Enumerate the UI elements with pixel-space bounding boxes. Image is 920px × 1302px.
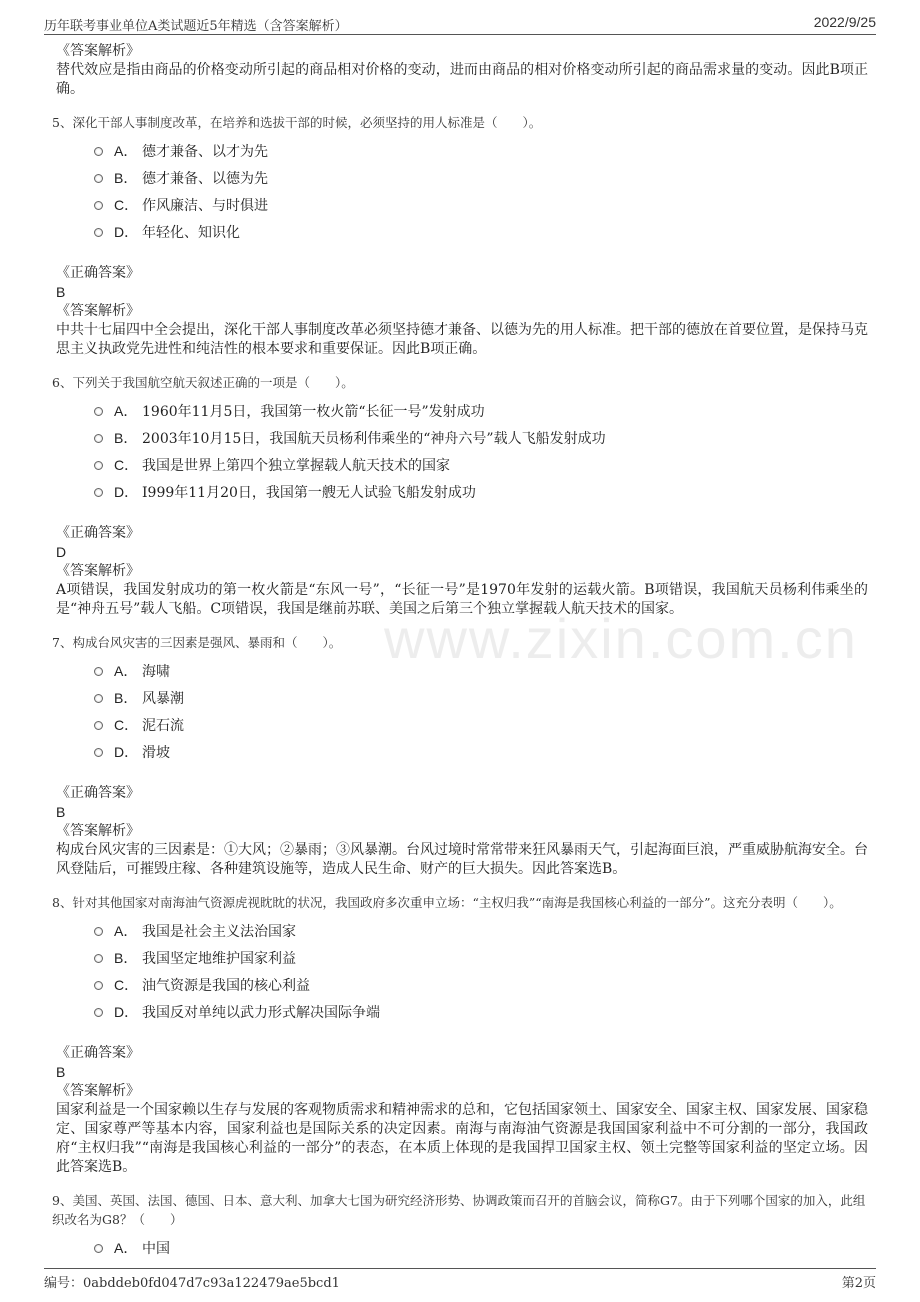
question-5: [52, 113, 868, 359]
analysis-text: 中共十七届四中全会提出，深化干部人事制度改革必须坚持德才兼备、以德为先的用人标准。把干部的德放在首要位置，是保持马克思主义执政党先进性和纯洁性的根本要求和重要保证。因此B项正确。: [56, 322, 868, 357]
analysis-label: 《答案解析》: [56, 43, 140, 59]
option-text: 油气资源是我国的核心利益: [142, 978, 310, 994]
option-text: 我国反对单纯以武力形式解决国际争端: [142, 1005, 380, 1021]
radio-button-icon[interactable]: [94, 147, 103, 156]
correct-answer: D: [56, 544, 67, 560]
radio-button-icon[interactable]: [94, 721, 103, 730]
radio-button-icon[interactable]: [94, 461, 103, 470]
question-text: 6、下列关于我国航空航天叙述正确的一项是（ ）。: [52, 375, 354, 390]
question-text: 9、美国、英国、法国、德国、日本、意大利、加拿大七国为研究经济形势、协调政策而召开的首脑会议，简称G7。由于下列哪个国家的加入，此组织改名为G8？（ ）: [52, 1193, 866, 1227]
correct-answer: B: [56, 804, 66, 820]
correct-answer-label: 《正确答案》: [56, 785, 140, 801]
option-c[interactable]: [56, 452, 868, 479]
analysis-text: 替代效应是指由商品的价格变动所引起的商品相对价格的变动，进而由商品的相对价格变动所引起的商品需求量的变动。因此B项正确。: [56, 62, 868, 97]
option-text: 2003年10月15日，我国航天员杨利伟乘坐的“神舟六号”载人飞船发射成功: [142, 431, 606, 447]
radio-button-icon[interactable]: [94, 488, 103, 497]
radio-button-icon[interactable]: [94, 927, 103, 936]
option-list: [56, 1235, 868, 1262]
option-letter: A．: [114, 403, 138, 419]
analysis-text: 国家利益是一个国家赖以生存与发展的客观物质需求和精神需求的总和，它包括国家领土、国家安全、国家主权、国家发展、国家稳定、国家尊严等基本内容，国家利益也是国际关系的决定因素。南海与南海油气资源是我国国家利益中不可分割的一部分，我国政府“主权归我”“南海是我国核心利益的一部分”的表态，在本质上体现的是我国捍卫国家主权、领土完整等国家利益的坚定立场。因此答案选B。: [56, 1102, 868, 1175]
question-text: 7、构成台风灾害的三因素是强风、暴雨和（ ）。: [52, 635, 342, 650]
option-a[interactable]: [56, 918, 868, 945]
option-b[interactable]: [56, 165, 868, 192]
option-letter: C．: [114, 457, 139, 473]
option-text: 中国: [142, 1241, 170, 1257]
option-letter: D．: [114, 744, 139, 760]
correct-answer: B: [56, 284, 66, 300]
option-text: 我国是社会主义法治国家: [142, 924, 296, 940]
option-b[interactable]: [56, 945, 868, 972]
radio-button-icon[interactable]: [94, 434, 103, 443]
radio-button-icon[interactable]: [94, 1244, 103, 1253]
option-c[interactable]: [56, 972, 868, 999]
option-letter: C．: [114, 977, 139, 993]
question-7: [52, 633, 868, 879]
correct-answer-label: 《正确答案》: [56, 525, 140, 541]
radio-button-icon[interactable]: [94, 954, 103, 963]
option-text: 我国坚定地维护国家利益: [142, 951, 296, 967]
option-a[interactable]: [56, 658, 868, 685]
option-letter: A．: [114, 923, 138, 939]
option-text: 1960年11月5日，我国第一枚火箭“长征一号”发射成功: [142, 404, 485, 420]
option-text: 德才兼备、以德为先: [142, 171, 268, 187]
option-letter: B．: [114, 170, 138, 186]
question-text: 8、针对其他国家对南海油气资源虎视眈眈的状况，我国政府多次重申立场：“主权归我”“南海是我国核心利益的一部分”。这充分表明（ ）。: [52, 895, 842, 910]
option-letter: B．: [114, 950, 138, 966]
option-text: 我国是世界上第四个独立掌握载人航天技术的国家: [142, 458, 450, 474]
option-a[interactable]: [56, 1235, 868, 1262]
option-d[interactable]: [56, 219, 868, 246]
option-d[interactable]: [56, 739, 868, 766]
previous-question-analysis: [56, 42, 868, 99]
option-letter: C．: [114, 717, 139, 733]
radio-button-icon[interactable]: [94, 694, 103, 703]
option-letter: B．: [114, 430, 138, 446]
option-text: 德才兼备、以才为先: [142, 144, 268, 160]
option-text: 滑坡: [142, 745, 170, 761]
radio-button-icon[interactable]: [94, 667, 103, 676]
option-d[interactable]: [56, 999, 868, 1026]
correct-answer-label: 《正确答案》: [56, 1045, 140, 1061]
option-a[interactable]: [56, 138, 868, 165]
option-letter: D．: [114, 224, 139, 240]
option-list: [56, 918, 868, 1026]
option-a[interactable]: [56, 398, 868, 425]
radio-button-icon[interactable]: [94, 228, 103, 237]
radio-button-icon[interactable]: [94, 981, 103, 990]
radio-button-icon[interactable]: [94, 174, 103, 183]
option-c[interactable]: [56, 712, 868, 739]
option-text: I999年11月20日，我国第一艘无人试验飞船发射成功: [142, 485, 476, 501]
header-date: 2022/9/25: [813, 14, 876, 30]
option-letter: D．: [114, 1004, 139, 1020]
option-list: [56, 398, 868, 506]
question-text: 5、深化干部人事制度改革，在培养和选拔干部的时候，必须坚持的用人标准是（ ）。: [52, 115, 542, 130]
option-d[interactable]: [56, 479, 868, 506]
radio-button-icon[interactable]: [94, 748, 103, 757]
option-letter: D．: [114, 484, 139, 500]
option-c[interactable]: [56, 192, 868, 219]
correct-answer-label: 《正确答案》: [56, 265, 140, 281]
question-6: [52, 373, 868, 619]
analysis-label: 《答案解析》: [56, 563, 140, 579]
option-list: [56, 138, 868, 246]
radio-button-icon[interactable]: [94, 1008, 103, 1017]
page-header: [44, 14, 876, 35]
document-id: 编号：0abddeb0fd047d7c93a122479ae5bcd1: [44, 1276, 340, 1291]
page-footer: [44, 1268, 876, 1291]
question-9: [52, 1191, 868, 1262]
option-letter: C．: [114, 197, 139, 213]
option-text: 作风廉洁、与时俱进: [142, 198, 268, 214]
document-body: [52, 42, 868, 1280]
question-8: [52, 893, 868, 1177]
option-text: 泥石流: [142, 718, 184, 734]
analysis-text: A项错误，我国发射成功的第一枚火箭是“东风一号”，“长征一号”是1970年发射的运载火箭。B项错误，我国航天员杨利伟乘坐的是“神舟五号”载人飞船。C项错误，我国是继前苏联、美国之后第三个独立掌握载人航天技术的国家。: [56, 582, 868, 617]
option-letter: B．: [114, 690, 138, 706]
option-letter: A．: [114, 1240, 138, 1256]
option-b[interactable]: [56, 685, 868, 712]
option-b[interactable]: [56, 425, 868, 452]
option-text: 海啸: [142, 664, 170, 680]
radio-button-icon[interactable]: [94, 407, 103, 416]
analysis-label: 《答案解析》: [56, 823, 140, 839]
option-letter: A．: [114, 663, 138, 679]
option-letter: A．: [114, 143, 138, 159]
analysis-label: 《答案解析》: [56, 1083, 140, 1099]
page-number: 第2页: [841, 1276, 876, 1291]
correct-answer: B: [56, 1064, 66, 1080]
radio-button-icon[interactable]: [94, 201, 103, 210]
analysis-text: 构成台风灾害的三因素是：①大风；②暴雨；③风暴潮。台风过境时常常带来狂风暴雨天气，引起海面巨浪，严重威胁航海安全。台风登陆后，可摧毁庄稼、各种建筑设施等，造成人民生命、财产的巨大损失。因此答案选B。: [56, 842, 868, 877]
option-text: 年轻化、知识化: [142, 225, 240, 241]
document-title: 历年联考事业单位A类试题近5年精选（含答案解析）: [44, 19, 348, 34]
option-text: 风暴潮: [142, 691, 184, 707]
analysis-label: 《答案解析》: [56, 303, 140, 319]
option-list: [56, 658, 868, 766]
watermark: www.zixin.com.cn: [384, 607, 858, 670]
